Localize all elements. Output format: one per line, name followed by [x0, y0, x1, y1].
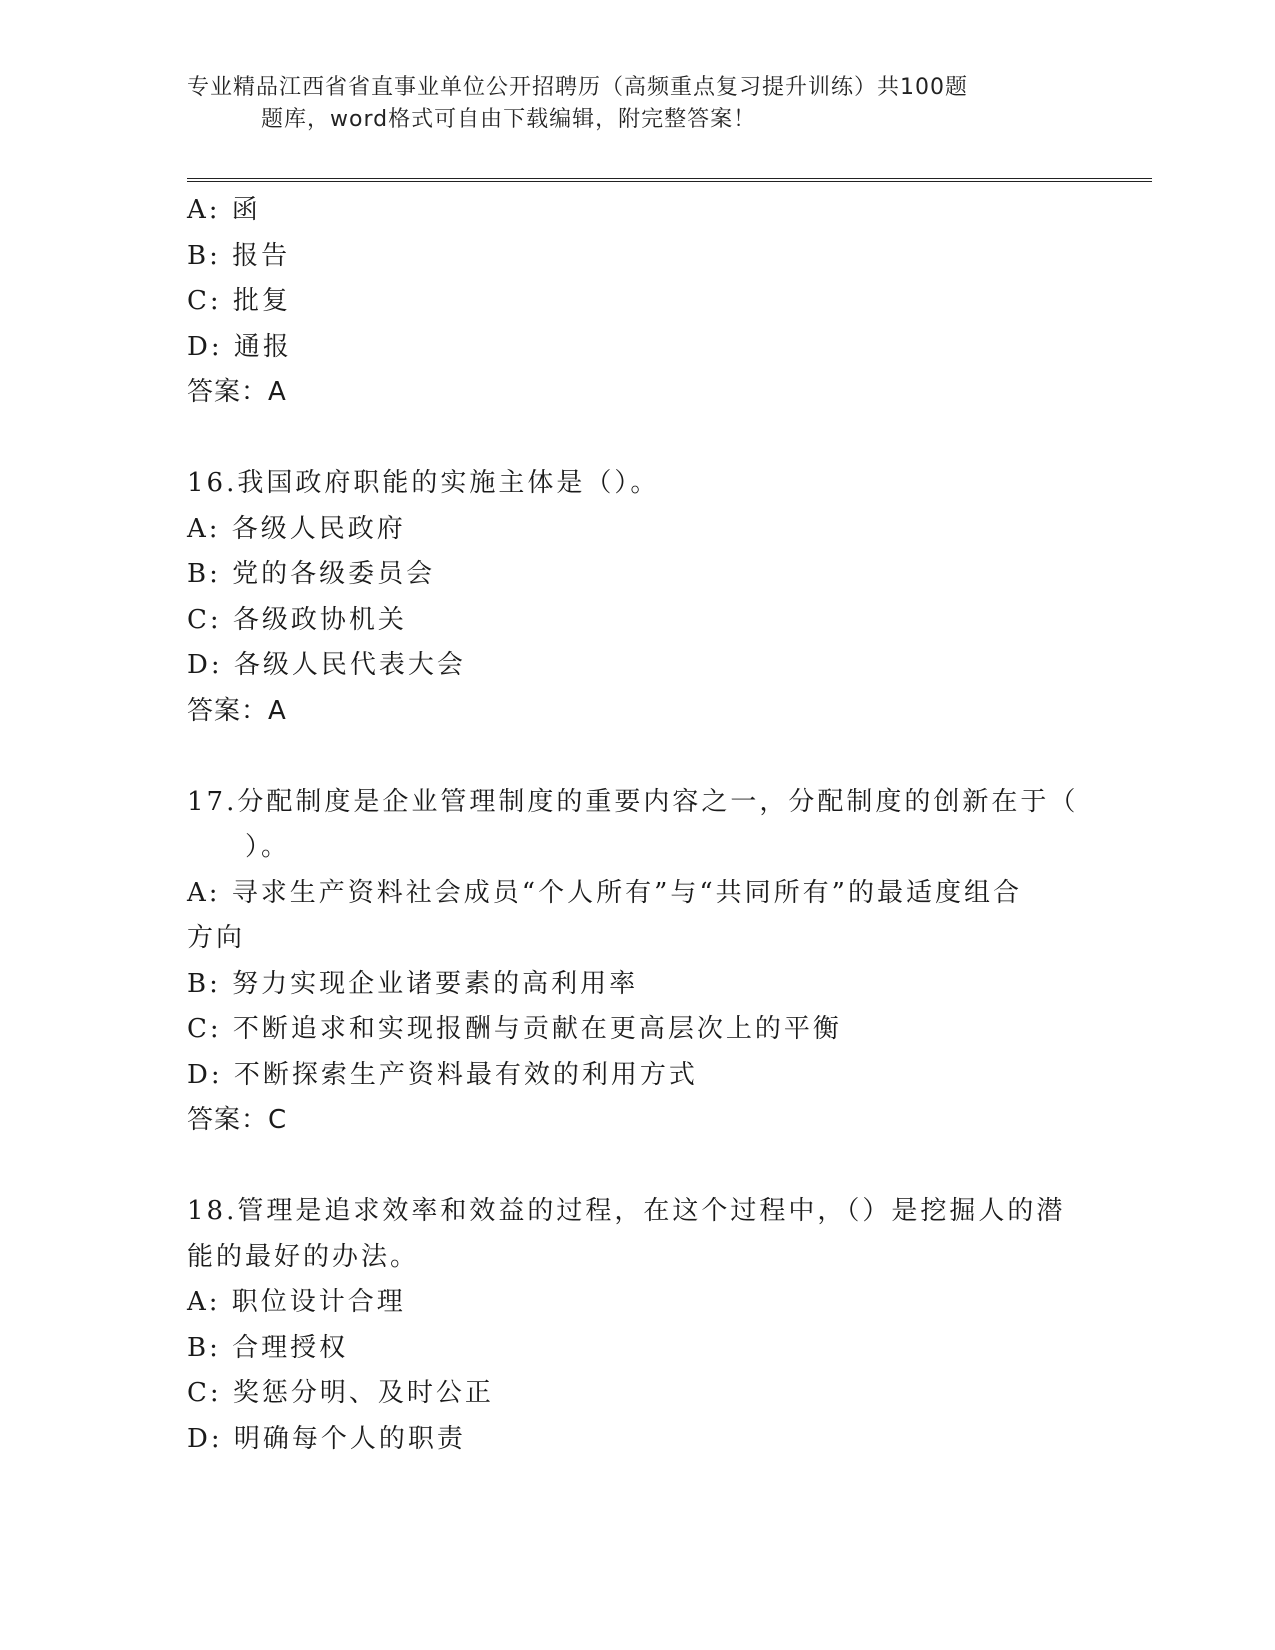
q17-answer: 答案：C	[187, 1105, 288, 1135]
header-title-line1: 专业精品江西省省直事业单位公开招聘历（高频重点复习提升训练）共100题	[187, 75, 968, 100]
q18-stem-line2: 能的最好的办法。	[187, 1241, 420, 1272]
q18-option-d: D: 明确每个人的职责	[187, 1423, 466, 1454]
q17-stem-line1: 17.分配制度是企业管理制度的重要内容之一，分配制度的创新在于（	[187, 786, 1079, 817]
q16-option-a: A: 各级人民政府	[187, 513, 406, 544]
document-header	[187, 72, 1047, 136]
q16-option-b: B: 党的各级委员会	[187, 559, 436, 589]
q16-option-c: C: 各级政协机关	[187, 604, 407, 635]
question-list	[187, 188, 1087, 1462]
q15-option-d: D: 通报	[187, 331, 292, 362]
spacer	[187, 734, 1087, 780]
q17-option-a-line1: A: 寻求生产资料社会成员“个人所有”与“共同所有”的最适度组合	[187, 877, 1022, 908]
header-title-line2: 题库，word格式可自由下载编辑，附完整答案！	[261, 107, 757, 132]
q17-option-d: D: 不断探索生产资料最有效的利用方式	[187, 1059, 698, 1090]
q16-stem: 16.我国政府职能的实施主体是（）。	[187, 468, 660, 498]
q18-option-b: B: 合理授权	[187, 1332, 349, 1363]
q17-stem-line2: ）。	[245, 832, 291, 862]
q16-answer: 答案：A	[187, 695, 287, 726]
spacer	[187, 1144, 1087, 1190]
q18-stem-line1: 18.管理是追求效率和效益的过程，在这个过程中，（）是挖掘人的潜	[187, 1196, 1066, 1226]
q15-option-c: C: 批复	[187, 286, 291, 316]
q18-option-c: C: 奖惩分明、及时公正	[187, 1378, 494, 1408]
q17-option-c: C: 不断追求和实现报酬与贡献在更高层次上的平衡	[187, 1014, 842, 1044]
q16-option-d: D: 各级人民代表大会	[187, 650, 466, 680]
spacer	[187, 416, 1087, 462]
q17-option-b: B: 努力实现企业诸要素的高利用率	[187, 968, 639, 999]
header-double-rule	[187, 178, 1152, 182]
q15-answer: 答案：A	[187, 377, 287, 407]
q15-option-b: B: 报告	[187, 240, 291, 271]
q18-option-a: A: 职位设计合理	[187, 1287, 406, 1317]
q17-option-a-line2: 方向	[187, 923, 246, 953]
q15-option-a: A: 函	[187, 195, 261, 225]
